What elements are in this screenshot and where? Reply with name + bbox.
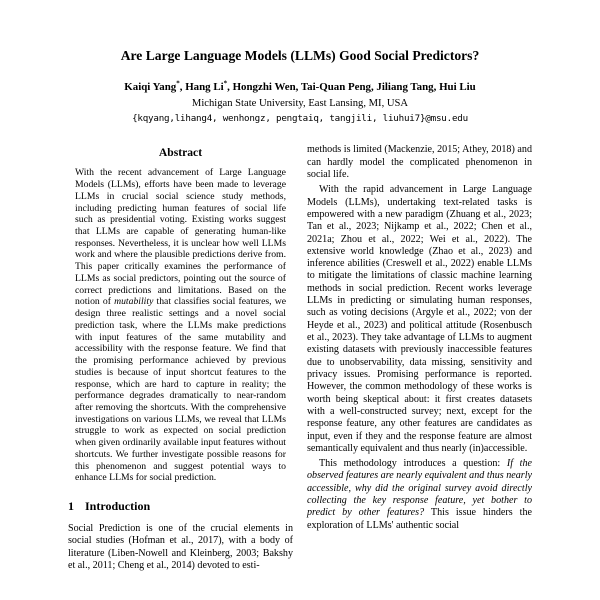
- two-column-layout: [68, 144, 532, 575]
- body-paragraph-methodology-question: [307, 458, 532, 532]
- paper-affiliation: Michigan State University, East Lansing, MI, USA: [191, 98, 409, 110]
- paper-header: [68, 48, 532, 124]
- right-column: [307, 144, 532, 535]
- italic-research-question: If the observed features are nearly equivalent and thus nearly accessible, why did the original survey avoid directly collecting the key response feature, yet bother to predict by other features?: [307, 458, 532, 519]
- body-paragraph-llm-advancement: With the rapid advancement in Large Language Models (LLMs), undertaking text-related tasks is empowered with a new paradigm (Zhuang et al., 2023; Tan et al., 2023; Nijkamp et al., 2022; Chen et al., 2021a; Zhou et al., 2022; Wei et al., 2022). The extensive world knowledge (Zhao et al., 2023) and inference abilities (Creswell et al., 2022) enable LLMs to mitigate the limitations of classic machine learning methods in social prediction. Recent works leverage LLMs in predicting or simulating human responses, such as voting decisions (Argyle et al., 2022; von der Heyde et al., 2023) and political attitude (Rosenbusch et al., 2023). They take advantage of LLMs to augment existing datasets with previously inaccessible features due to unobservability, data missing, sensitivity and privacy issues. Promising performance is reported. However, the common methodology of these works is worth being skeptical about: it first creates datasets with a well-constructed survey; next, except for the response feature, any other features are candidates as input, even if they and the response feature are almost semantically equivalent and thus nearly (in)accessible.: [307, 184, 532, 454]
- abstract-heading: Abstract: [158, 146, 203, 160]
- author-group-1: Kaiqi Yang: [124, 81, 177, 94]
- abstract-text: [75, 167, 286, 484]
- section-heading-introduction: [68, 499, 293, 514]
- paper-authors: [68, 81, 532, 93]
- abstract-italic-term: mutability: [114, 296, 154, 308]
- left-column: [68, 144, 293, 575]
- paper-title: Are Large Language Models (LLMs) Good Social Predictors?: [120, 48, 480, 63]
- paper-email: {kqyang,lihang4, wenhongz, pengtaiq, tangjili, liuhui7}@msu.edu: [132, 113, 468, 125]
- author-footnote-mark: *: [223, 79, 228, 88]
- paragraph-part-1: This methodology introduces a question:: [319, 458, 507, 470]
- abstract-part-1: With the recent advancement of Large Language Models (LLMs), efforts have been made to leverage LLMs in crucial social science study methods, including predicting human features of social life such as presidential voting. Existing works suggest that LLMs are capable of generating human-like responses. Nevertheless, it is unclear how well LLMs work and where the plausible predictions derive from. This paper critically examines the performance of LLMs as social predictors, pointing out the source of correct predictions and limitations. Based on the notion of: [75, 167, 286, 308]
- paragraph-part-2: This issue hinders the exploration of LLMs' authentic social: [307, 507, 532, 531]
- body-paragraph-continuation: methods is limited (Mackenzie, 2015; Athey, 2018) and can hardly model the complicated phenomenon in social life.: [307, 144, 532, 180]
- author-group-2: , Hang Li: [179, 81, 224, 94]
- author-footnote-mark: *: [176, 79, 180, 88]
- abstract-part-2: that classifies social features, we design three realistic settings and a novel social prediction task, where the LLMs make predictions with input features of the same mutability and accessibility with the response feature. We find that the promising performance achieved by previous studies is because of input shortcut features to the response, which are hard to capture in reality; the performance degrades dramatically to near-random after removing the shortcuts. With the comprehensive investigations on various LLMs, we reveal that LLMs struggle to work as expected on social prediction when given ordinarily available input features without shortcuts. We further investigate possible reasons for this phenomenon and suggest potential ways to enhance LLMs for social prediction.: [75, 296, 286, 484]
- section-number: 1: [68, 499, 74, 514]
- author-group-3: , Hongzhi Wen, Tai-Quan Peng, Jiliang Tang, Hui Liu: [227, 81, 476, 94]
- introduction-paragraph-1: Social Prediction is one of the crucial elements in social studies (Hofman et al., 2017), with a body of literature (Liben-Nowell and Kleinberg, 2003; Bakshy et al., 2011; Cheng et al., 2014) devoted to esti-: [68, 523, 293, 572]
- section-title: Introduction: [85, 499, 151, 514]
